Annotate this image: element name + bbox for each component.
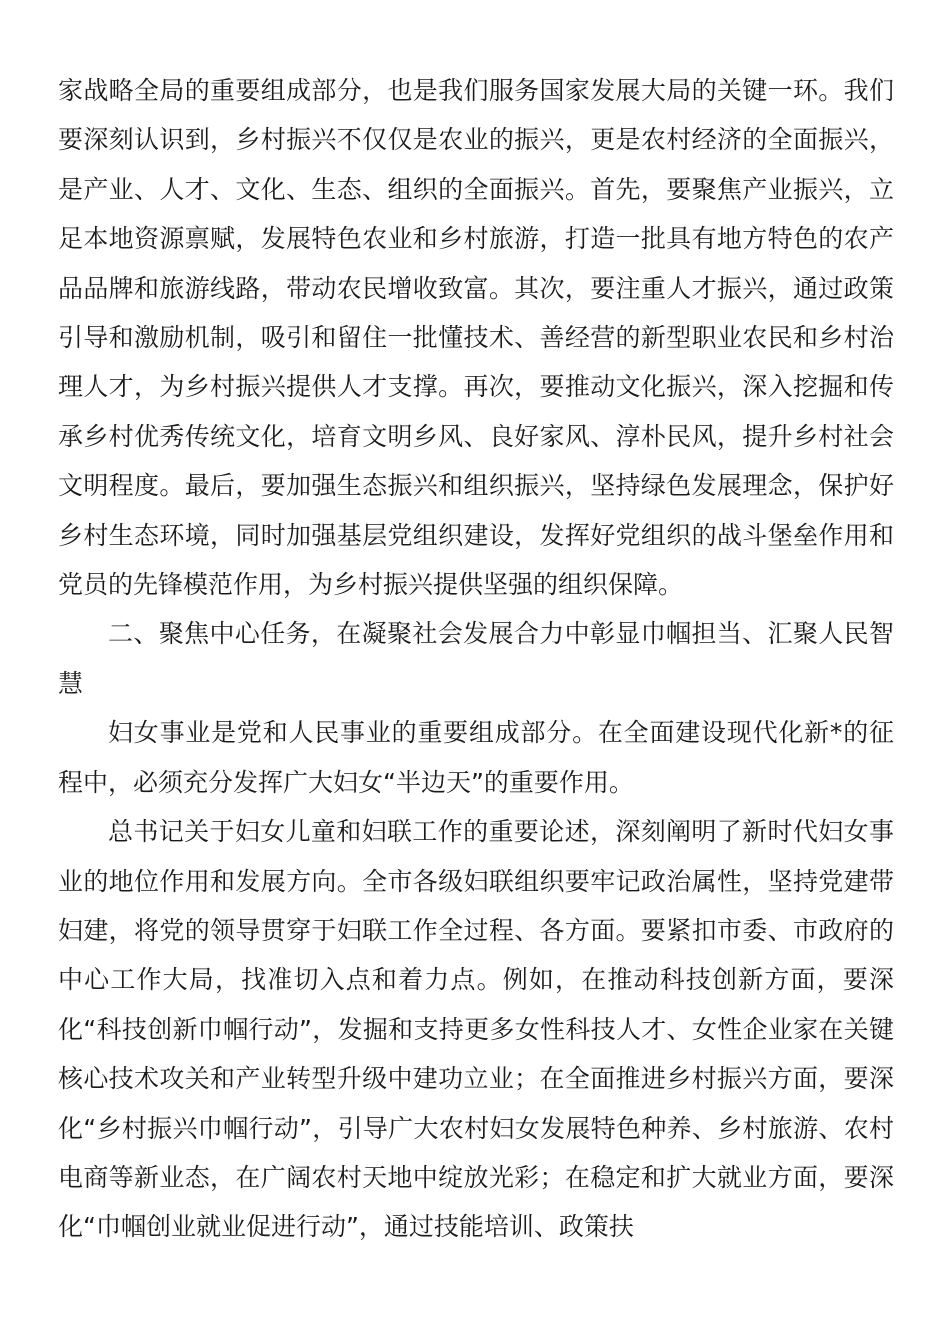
paragraph-womens-federation-work: 总书记关于妇女儿童和妇联工作的重要论述，深刻阐明了新时代妇女事业的地位作用和发展方向。全市各级妇联组织要牢记政治属性，坚持党建带妇建，将党的领导贯穿于妇联工作全过程、各方面。要紧扣市委、市政府的中心工作大局，找准切入点和着力点。例如，在推动科技创新方面，要深化“科技创新巾帼行动”，发掘和支持更多女性科技人才、女性企业家在关键核心技术攻关和产业转型升级中建功立业；在全面推进乡村振兴方面，要深化“乡村振兴巾帼行动”，引导广大农村妇女发展特色种养、乡村旅游、农村电商等新业态，在广阔农村天地中绽放光彩；在稳定和扩大就业方面，要深化“巾帼创业就业促进行动”，通过技能培训、政策扶 — [58, 817, 894, 1242]
paragraph-women-cause: 妇女事业是党和人民事业的重要组成部分。在全面建设现代化新*的征程中，必须充分发挥广大妇女“半边天”的重要作用。 — [58, 718, 894, 797]
paragraph-rural-revitalization: 家战略全局的重要组成部分，也是我们服务国家发展大局的关键一环。我们要深刻认识到，乡村振兴不仅仅是农业的振兴，更是农村经济的全面振兴，是产业、人才、文化、生态、组织的全面振兴。首先，要聚焦产业振兴，立足本地资源禀赋，发展特色农业和乡村旅游，打造一批具有地方特色的农产品品牌和旅游线路，带动农民增收致富。其次，要注重人才振兴，通过政策引导和激励机制，吸引和留住一批懂技术、善经营的新型职业农民和乡村治理人才，为乡村振兴提供人才支撑。再次，要推动文化振兴，深入挖掘和传承乡村优秀传统文化，培育文明乡风、良好家风、淳朴民风，提升乡村社会文明程度。最后，要加强生态振兴和组织振兴，坚持绿色发展理念，保护好乡村生态环境，同时加强基层党组织建设，发挥好党组织的战斗堡垒作用和党员的先锋模范作用，为乡村振兴提供坚强的组织保障。 — [58, 76, 894, 600]
section-heading-two: 二、聚焦中心任务，在凝聚社会发展合力中彰显巾帼担当、汇聚人民智慧 — [58, 619, 894, 698]
document-page — [58, 66, 894, 1252]
